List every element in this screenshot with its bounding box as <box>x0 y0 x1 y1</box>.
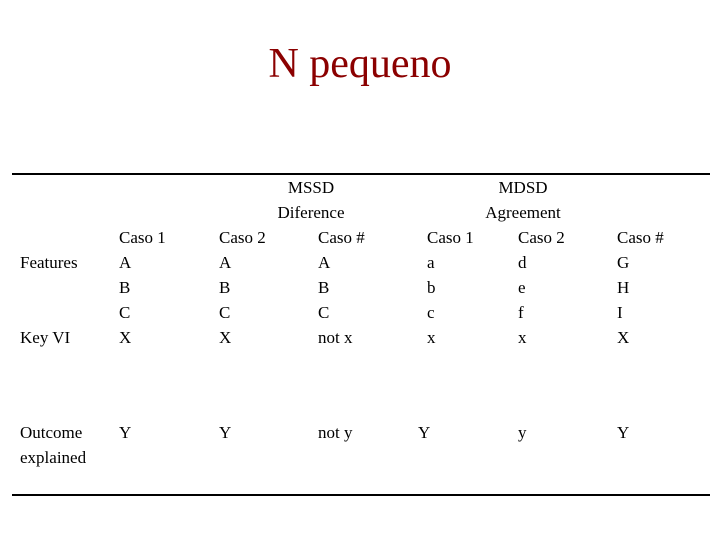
row-label-features: Features <box>20 253 78 272</box>
group-header-mssd-line2: Diference <box>277 203 345 222</box>
feature-cell: B <box>318 278 330 297</box>
table-column <box>427 225 474 350</box>
feature-cell: f <box>518 303 524 322</box>
feature-cell: H <box>617 278 630 297</box>
feature-cell: G <box>617 253 630 272</box>
table-column <box>318 225 365 350</box>
group-header-mssd-line1: MSSD <box>287 178 335 197</box>
feature-cell: e <box>518 278 526 297</box>
outcome-cell: Y <box>119 423 132 442</box>
outcome-cell: Y <box>219 423 232 442</box>
group-header-mdsd-line1: MDSD <box>498 178 548 197</box>
table-column <box>219 225 266 350</box>
feature-cell: A <box>119 253 132 272</box>
feature-cell: B <box>119 278 131 297</box>
key-vi-cell: x <box>518 328 527 347</box>
table-bottom-rule <box>12 494 710 496</box>
feature-cell: C <box>318 303 330 322</box>
outcome-cell: not y <box>318 423 353 442</box>
key-vi-cell: X <box>219 328 232 347</box>
group-header-mssd <box>277 175 344 225</box>
feature-cell: C <box>119 303 131 322</box>
row-label-outcome <box>20 420 86 470</box>
feature-cell: C <box>219 303 231 322</box>
row-label-outcome-line2: explained <box>20 448 87 467</box>
column-header: Caso 2 <box>219 228 266 247</box>
column-header: Caso # <box>617 228 664 247</box>
table-column <box>518 225 565 350</box>
feature-cell: d <box>518 253 527 272</box>
table-column <box>617 225 664 350</box>
key-vi-cell: not x <box>318 328 353 347</box>
feature-cell: I <box>617 303 623 322</box>
column-header: Caso 1 <box>427 228 474 247</box>
column-header: Caso 1 <box>119 228 166 247</box>
feature-cell: B <box>219 278 231 297</box>
key-vi-cell: X <box>119 328 132 347</box>
feature-cell: c <box>427 303 435 322</box>
outcome-cell: Y <box>617 423 630 442</box>
table-top-rule <box>12 173 710 175</box>
feature-cell: b <box>427 278 436 297</box>
outcome-cell: Y <box>418 423 431 442</box>
feature-cell: a <box>427 253 435 272</box>
row-label-outcome-line1: Outcome <box>20 423 83 442</box>
slide-title: N pequeno <box>268 41 452 87</box>
column-header: Caso # <box>318 228 365 247</box>
group-header-mdsd-line2: Agreement <box>485 203 561 222</box>
row-label-key-vi: Key VI <box>20 328 71 347</box>
key-vi-cell: x <box>427 328 436 347</box>
feature-cell: A <box>318 253 331 272</box>
table-column <box>119 225 166 350</box>
group-header-mdsd <box>485 175 561 225</box>
feature-cell: A <box>219 253 232 272</box>
key-vi-cell: X <box>617 328 630 347</box>
outcome-cell: y <box>518 423 527 442</box>
column-header: Caso 2 <box>518 228 565 247</box>
